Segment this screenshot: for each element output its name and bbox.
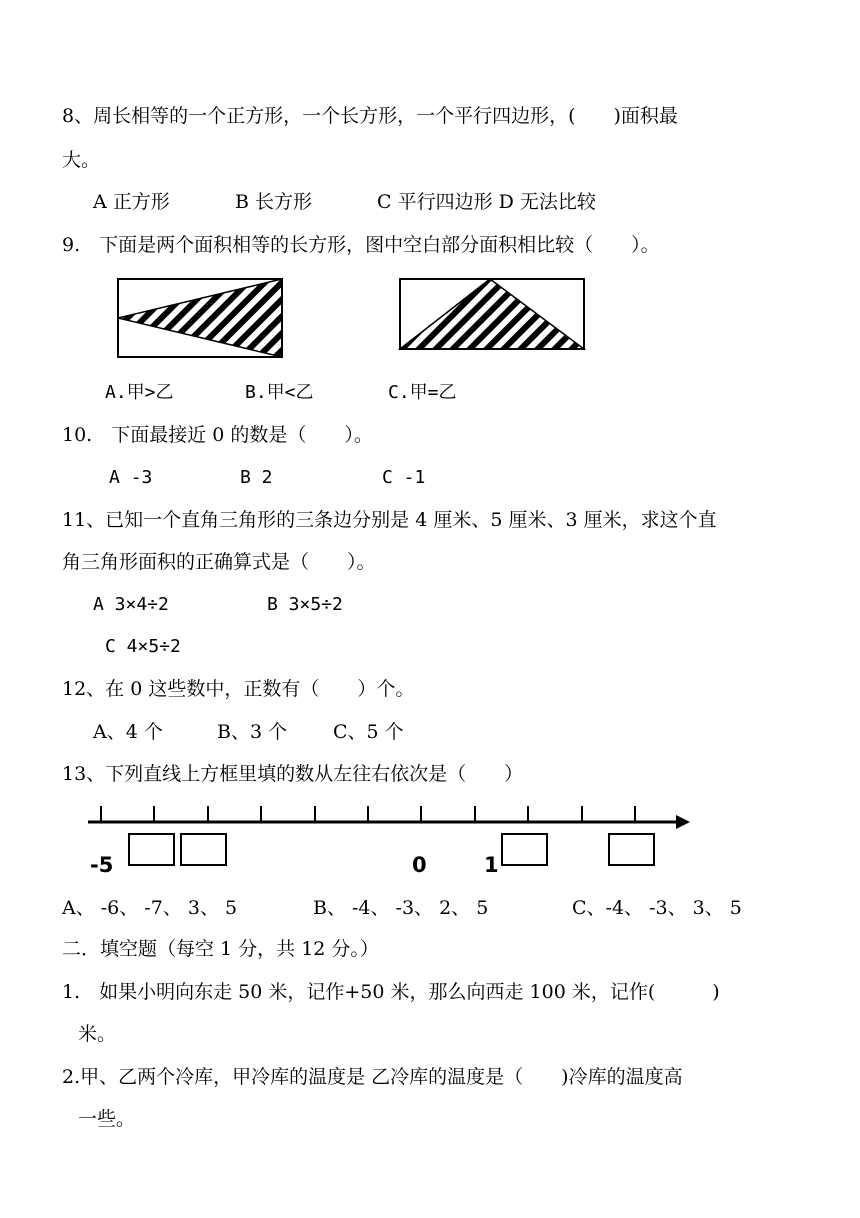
- q12-line1: 12、在 0 这些数中，正数有（ ）个。: [62, 678, 415, 700]
- answer-box-1: [129, 834, 174, 865]
- number-line-label-0: 0: [412, 853, 427, 877]
- number-line-label-1: 1: [484, 853, 499, 877]
- q8-line2: 大。: [62, 149, 101, 171]
- ticks: [101, 806, 635, 822]
- q9-option-c: C.甲=乙: [388, 382, 457, 403]
- q12-option-a: A、4 个: [93, 721, 163, 743]
- number-line-label-neg5: -5: [90, 853, 114, 877]
- q9-line1: 9. 下面是两个面积相等的长方形，图中空白部分面积相比较（ ）。: [62, 234, 660, 256]
- q10-option-c: C -1: [382, 467, 426, 488]
- section2-heading: 二．填空题（每空 1 分，共 12 分。）: [62, 938, 379, 960]
- q8-option-c: C 平行四边形 D 无法比较: [377, 191, 596, 213]
- q13-line1: 13、下列直线上方框里填的数从左往右依次是（ ）: [62, 763, 524, 785]
- q8-option-a: A 正方形: [93, 191, 170, 213]
- q10-option-b: B 2: [240, 467, 273, 488]
- q10-line1: 10. 下面最接近 0 的数是（ ）。: [62, 424, 373, 446]
- q11-line1: 11、已知一个直角三角形的三条边分别是 4 厘米、5 厘米、3 厘米，求这个直: [62, 509, 717, 531]
- q11-option-b: B 3×5÷2: [267, 594, 343, 615]
- q8-line1: 8、周长相等的一个正方形，一个长方形，一个平行四边形，( )面积最: [62, 105, 678, 127]
- q13-option-a: A、 -6、 -7、 3、 5: [62, 897, 238, 919]
- q9-option-a: A.甲>乙: [105, 382, 174, 403]
- arrow-head-icon: [676, 815, 690, 829]
- q12-option-b: B、3 个: [217, 721, 288, 743]
- q11-line2: 角三角形面积的正确算式是（ ）。: [62, 551, 376, 573]
- answer-boxes: [129, 834, 654, 865]
- q11-option-c: C 4×5÷2: [105, 636, 181, 657]
- answer-box-4: [609, 834, 654, 865]
- s2-q2-line1: 2.甲、乙两个冷库，甲冷库的温度是 乙冷库的温度是（ )冷库的温度高: [62, 1066, 683, 1088]
- number-line: [88, 806, 690, 865]
- q9-option-b: B.甲<乙: [245, 382, 314, 403]
- q8-option-b: B 长方形: [235, 191, 313, 213]
- s2-q2-line2: 一些。: [78, 1108, 136, 1130]
- q11-option-a: A 3×4÷2: [93, 594, 169, 615]
- q13-option-c: C、-4、 -3、 3、 5: [572, 897, 742, 919]
- answer-box-3: [502, 834, 547, 865]
- q13-option-b: B、 -4、 -3、 2、 5: [313, 897, 489, 919]
- s2-q1-line1: 1. 如果小明向东走 50 米，记作+50 米，那么向西走 100 米，记作( ): [62, 981, 720, 1003]
- s2-q1-line2: 米。: [78, 1023, 117, 1045]
- answer-box-2: [181, 834, 226, 865]
- q12-option-c: C、5 个: [333, 721, 404, 743]
- q10-option-a: A -3: [109, 467, 153, 488]
